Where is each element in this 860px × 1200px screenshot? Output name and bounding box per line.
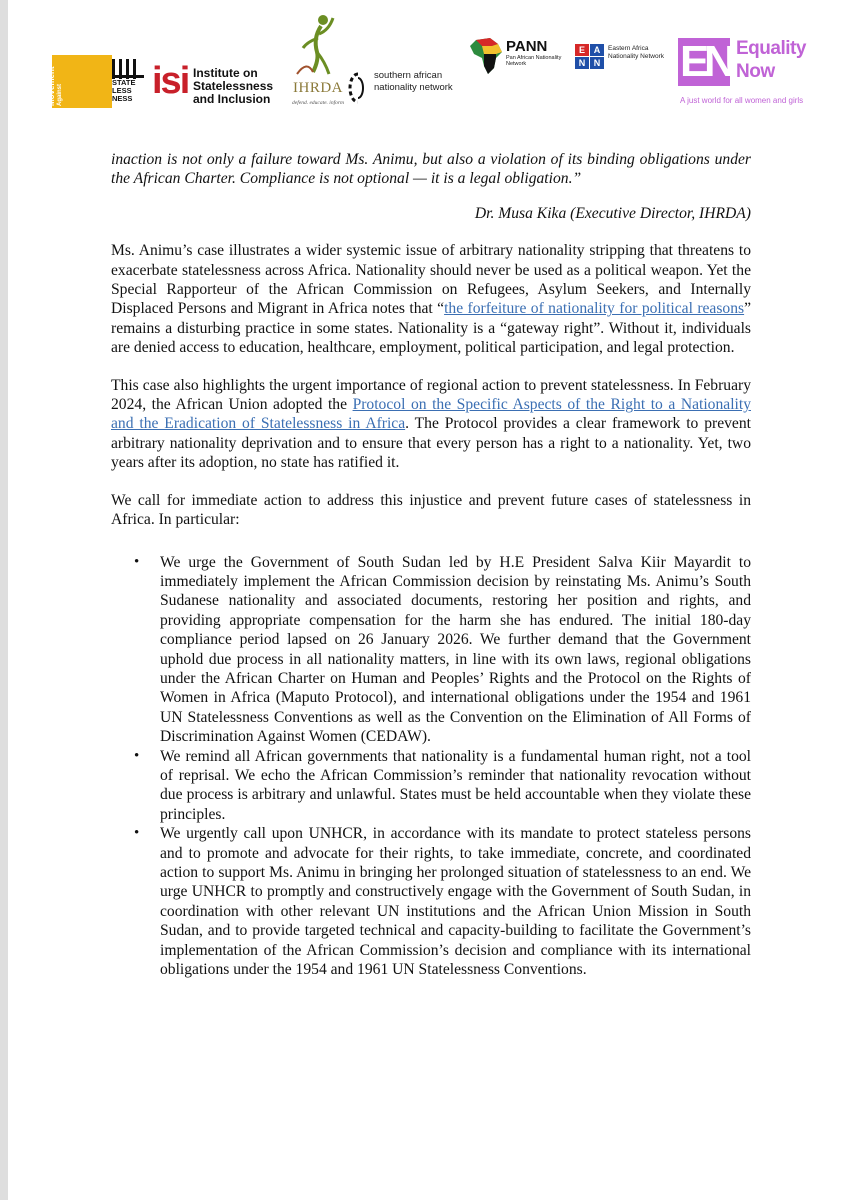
partner-logos-header <box>0 0 860 130</box>
paragraph-2-text-start: This case also highlights the urgent importance of regional action to prevent statelessness. In February 2024, the African Union adopted the <box>111 376 751 414</box>
paragraph-2-text-end: . The Protocol provides a clear framework to prevent arbitrary nationality deprivation and to ensure that every person has a right to a nationality. Yet, two years after its adoption, no state has ratified it. <box>111 415 751 472</box>
global-movement-wordmark <box>112 79 146 103</box>
call-to-action-list <box>111 553 751 980</box>
ihrda-logo-name: IHRDA <box>293 80 343 96</box>
eann-logo-mark <box>575 44 605 70</box>
paragraph-1-text-end: ” remains a disturbing practice in some states. Nationality is a “gateway right”. Without it, individuals are denied access to education, healthcare, employment, political participation, and legal protection. <box>111 300 752 357</box>
isi-logo-name: Institute on Statelessness and Inclusion <box>193 66 274 106</box>
global-movement-logo <box>38 55 147 108</box>
eann-logo-name: Eastern Africa Nationality Network <box>608 45 664 60</box>
equality-now-logo-name: Equality Now <box>736 38 806 82</box>
global-movement-word-against: Against <box>57 83 63 106</box>
statelessness-line-3: NESS <box>112 94 133 103</box>
list-item-african-governments: • We remind all African governments that nationality is a fundamental human right, not a tool of reprisal. We echo the African Commission’s reminder that nationality revocation without due process is arbitrary and unlawful. States must be held accountable when they violate these principles. <box>160 747 751 825</box>
global-movement-yellow-block <box>38 55 98 108</box>
statelessness-line-1: STATE <box>112 78 136 87</box>
paragraph-call-to-action: We call for immediate action to address this injustice and prevent future cases of statelessness in Africa. In particular: <box>111 491 751 529</box>
global-movement-strip <box>98 55 112 108</box>
global-movement-vertical-text <box>38 66 65 106</box>
closing-quote: inaction is not only a failure toward Ms. Animu, but also a violation of its binding obligations under the African Charter. Compliance is not optional — it is a legal obligation.” <box>111 151 751 188</box>
list-item-south-sudan: • We urge the Government of South Sudan led by H.E President Salva Kiir Mayardit to immediately implement the African Commission decision by reinstating Ms. Animu’s South Sudanese nationality and associated documents, restoring her position and rights, and providing appropriate compensation for the harm she has endured. The initial 180-day compliance period lapsed on 26 January 2026. We further demand that the Government uphold due process in all nationality matters, in line with its own laws, regional obligations under the African Charter on Human and Peoples’ Rights and the Protocol on the Rights of Women in Africa (Maputo Protocol), and international obligations under the 1954 and 1961 UN Statelessness Conventions as well as the Convention on the Elimination of All Forms of Discrimination Against Women (CEDAW). <box>160 553 751 747</box>
au-nationality-protocol-link[interactable]: Protocol on the Specific Aspects of the Right to a Nationality and the Eradication of Statelessness in Africa <box>111 396 751 433</box>
page-edge <box>0 0 8 1200</box>
quote-attribution: Dr. Musa Kika (Executive Director, IHRDA) <box>474 204 751 222</box>
equality-now-mark-n: N <box>704 37 736 86</box>
eann-letter-n2: N <box>590 57 604 69</box>
equality-now-logo-mark <box>678 37 736 86</box>
sann-logo-name: southern african nationality network <box>374 70 453 93</box>
isi-logo-mark: isi <box>152 60 189 102</box>
statelessness-line-2: LESS <box>112 86 132 95</box>
list-item-unhcr: • We urgently call upon UNHCR, in accordance with its mandate to protect stateless persons and to promote and advocate for their rights, to take immediate, concrete, and coordinated action to support Ms. Animu in bringing her prolonged situation of statelessness to an end. We urge UNHCR to promptly and constructively engage with the Government of South Sudan, in coordination with other relevant UN institutions and the African Union Mission in South Sudan, and to provide targeted technical and capacity-building to facilitate the Government’s implementation of the African Commission’s decision and compliance with its international obligations under the 1954 and 1961 UN Statelessness Conventions. <box>160 824 751 979</box>
ihrda-figure-icon <box>283 8 353 80</box>
ihrda-logo-tagline: defend. educate. inform <box>292 100 344 106</box>
ihrda-logo <box>283 8 353 118</box>
pann-africa-map-icon <box>468 36 504 76</box>
paragraph-nationality-stripping <box>111 241 751 357</box>
equality-now-tagline: A just world for all women and girls <box>680 96 804 105</box>
document-body <box>111 150 751 979</box>
forfeiture-of-nationality-link[interactable]: the forfeiture of nationality for political reasons <box>444 300 745 318</box>
global-movement-word-global: Global <box>38 81 47 106</box>
global-movement-grid-mark <box>112 59 144 79</box>
eann-letter-a: A <box>590 44 604 56</box>
pann-logo-subtitle: Pan African Nationality Network <box>506 55 562 67</box>
global-movement-word-movement: Movement <box>47 66 56 106</box>
paragraph-1-text-start: Ms. Animu’s case illustrates a wider systemic issue of arbitrary nationality stripping that threatens to exacerbate statelessness across Africa. Nationality should never be used as a political weapon. Yet the Special Rapporteur of the African Commission on Refugees, Asylum Seekers, and Internally Displaced Persons and Migrant in Africa notes that “ <box>111 242 751 318</box>
eann-letter-e: E <box>575 44 589 56</box>
sann-logo-icon <box>348 72 368 104</box>
paragraph-regional-action <box>111 376 751 473</box>
eann-letter-n1: N <box>575 57 589 69</box>
pann-logo-name: PANN <box>506 38 548 55</box>
equality-now-mark-e: E <box>680 37 710 86</box>
